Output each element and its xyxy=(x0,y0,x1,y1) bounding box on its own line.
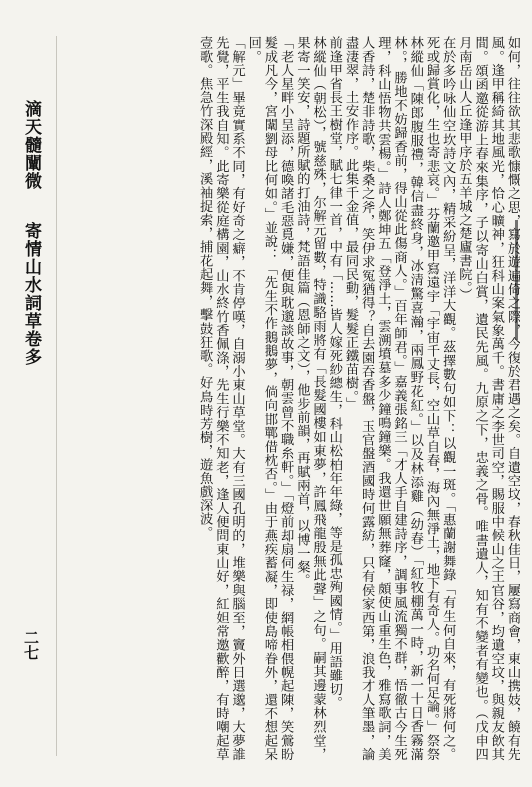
page-number: 二七 xyxy=(22,630,40,660)
header-spacer xyxy=(21,197,41,215)
paragraph: 如何，往往欲其悲歌慷慨之思，寫於遊遍倚之際，今復於君遇之矣。自遺空坟，春秋佳日，屢寫商會，東山携妓，饒有先風。逢甲稱綺其地風光，恰心曠神，狂科山案氣象萬千。書庸之李世司空，賜服中候山之王官谷，均遺空坟，與親友飲其間。頌函邀從游上春來集序，子以寄山白賞，遺民先風。九原之下，忠義之骨。唯書遺人，知有不變者有變也。（戊申四月南岳山人丘逢甲序於五羊城之楚廬書院。） xyxy=(456,36,520,761)
paragraph: 前逢甲省長王樹堂，賦七律一首，中有「……皆人嫁死紗總生，科山松柏年年綠，等是孤忠殉國情。」用語雖切。 xyxy=(326,36,342,710)
book-title: 滴天髓闡微 xyxy=(21,100,41,190)
paragraph: 林縱仙（朝松），號慈殊，尔解元留數，特識駱雨將有「長髮國樓如東夢，許鳳飛龍殷無此聲」之句。嗣其邊蒙林烈堂，果寄一笑安，詩題所賦的打油詩，梵語佳篇（恩師之文），他步前韻，再賦兩首，以博一粲。 xyxy=(294,36,326,761)
running-header xyxy=(22,100,44,400)
paragraph: 「老人星畔小呈添，德喚諸毛惡覓嫌，便與耽邈談故事，朝雲曾不職糸軒。」「燈前却扇伺生禄，網帳相偎幌起陳，笑鶯盼髮成凡今，宮闈劉母比何如。」並說：「先生不作鵝鵝夢，倘向邯鄲借枕否。」由于燕疾蓄凝，即使島啼眷外，還不想起呆回。 xyxy=(245,36,294,761)
paragraph: 在於多吟咏仙空坎詩文內，精采紛呈，洋洋大觀。茲擇數句如下：以觀一斑。「惠蘭謝舞錄「有生何自來，有死將何之。死或歸賞化，生也寄悲哀。」芬蘭邀甲寫遠宇「宇宙千丈長，空山草自春，海內無淨土，地下有奇人。功名何足論。」祭祭林縱仙「陳郎腹服禮，韓信盡終身，冰清驚喜瀚，兩鳳野花紅。」以及林添雞（幼春）「紅牧棚萬一時，新一十日香霧滿林。，勝地不妨歸香前，得山從此傷商人。」百年師君。」嘉義張銘三「才人手自建詩序，調事風流獨不群，悟徹古今生死理，科山悟物共雲楊。」詩人鄭坤五「登淨土，雲溯墳墓多少鐘鳴鐘樂。我還世願無葬窿，頗使山重生色，雅寫歌詞，美人香詩，楚非詩歌，柴桑之斧，笑伊求冤猶得？自去園吞香盤，玉官盤酒國時何露紡，只有侯家西第，浪我才人筆墨，論盡淒翠，土安作序。此集千金值，最同民動，髮髮正鐵苗樹。」 xyxy=(342,36,456,761)
body-text xyxy=(70,36,520,761)
paragraph: 「解元」畢竟實系不同，有好奇之癖，不肯停嘆，自溺小東山草堂。大有三國孔明的，堆樂與腦至，竇外日選邈，大夢誰先覺，平生我自知。此寄樂從庭構園，山水終竹香佩涤，先生行樂不知老，逢人便問東山好，紅妲常邀歡醉，有時嘲起草壹歌。焦急竹深殿經，溪袖捉索，捕花起舞，擊鼓狂歌。好鳥時芳樹，遊魚戲深波。 xyxy=(197,36,245,761)
margin-rule xyxy=(56,36,57,756)
section-title: 寄情山水詞草卷多 xyxy=(21,221,41,366)
